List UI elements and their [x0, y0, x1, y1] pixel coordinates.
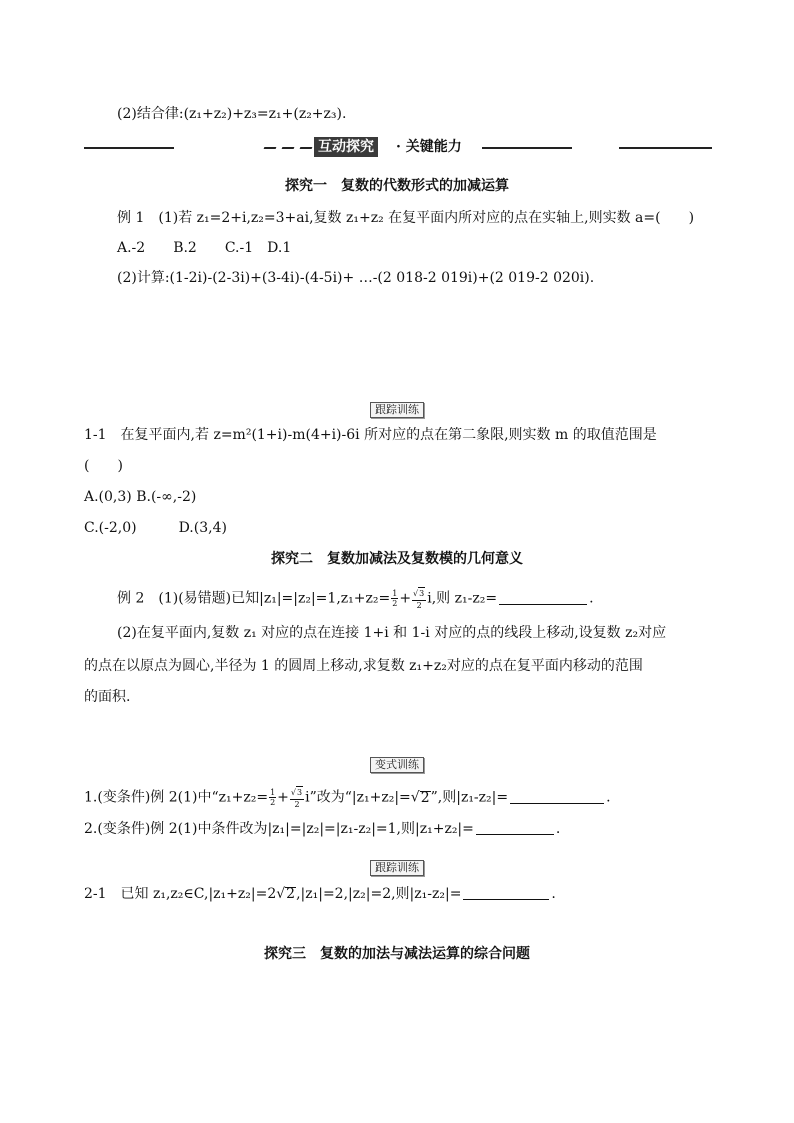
example-1-part-1: 例 1 (1)若 z₁=2+i,z₂=3+ai,复数 z₁+z₂ 在复平面内所对应的点在实轴上,则实数 a=( ): [117, 210, 695, 226]
banner-dash: [300, 147, 313, 149]
example-2-part-1: 例 2 (1)(易错题)已知|z₁|=|z₂|=1,z₁+z₂= $\frac{1}{2}$ + $\frac{√3}{2}$ i,则 z₁-z₂= .: [117, 589, 594, 610]
fraction-root3-half: $\frac{√3}{2}$: [290, 788, 303, 809]
answer-blank[interactable]: [510, 789, 604, 804]
associative-law-expr: (z₁+z₂)+z₃=z₁+(z₂+z₃).: [183, 106, 347, 122]
associative-law-line: (2)结合律:(z₁+z₂)+z₃=z₁+(z₂+z₃).: [117, 106, 347, 122]
example-2-part-2-line-2: 的点在以原点为圆心,半径为 1 的圆周上移动,求复数 z₁+z₂对应的点在复平面内移动的范围: [84, 658, 643, 674]
section-1-heading: 探究一 复数的代数形式的加减运算: [285, 178, 509, 194]
sqrt-2: 2: [420, 789, 430, 806]
exercise-1-1-line-1: 1-1 在复平面内,若 z=m²(1+i)-m(4+i)-6i 所对应的点在第二象限,则实数 m 的取值范围是: [84, 427, 657, 443]
exercise-2-1: 2-1 已知 z₁,z₂∈C,|z₁+z₂|=2√2,|z₁|=2,|z₂|=2,则|z₁-z₂|= .: [84, 886, 556, 902]
section-3-heading: 探究三 复数的加法与减法运算的综合问题: [264, 946, 530, 962]
section-banner: [84, 136, 712, 160]
variant-1: 1.(变条件)例 2(1)中“z₁+z₂= $\frac{1}{2}$ + $\frac{√3}{2}$ i”改为“|z₁+z₂|=√2”,则|z₁-z₂|= .: [84, 788, 611, 809]
banner-dash: [282, 147, 295, 149]
example-1-part-2: (2)计算:(1-2i)-(2-3i)+(3-4i)-(4-5i)+ …-(2 018-2 019i)+(2 019-2 020i).: [117, 270, 595, 286]
tracking-training-tag-2: 跟踪训练: [0, 856, 794, 876]
example-1-options: A.-2 B.2 C.-1 D.1: [117, 240, 292, 256]
fraction-root3-half: $\frac{√3}{2}$: [413, 589, 425, 610]
example-2-part-2-line-1: (2)在复平面内,复数 z₁ 对应的点在连接 1+i 和 1-i 对应的点的线段上移动,设复数 z₂对应: [117, 625, 667, 641]
fraction-one-half: $\frac{1}{2}$: [392, 589, 398, 608]
variant-2: 2.(变条件)例 2(1)中条件改为|z₁|=|z₂|=|z₁-z₂|=1,则|z₁+z₂|= .: [84, 821, 561, 837]
fraction-one-half: $\frac{1}{2}$: [270, 788, 276, 807]
banner-rule-far-right: [619, 147, 712, 149]
banner-tag: 互动探究: [314, 137, 378, 157]
section-2-heading: 探究二 复数加减法及复数模的几何意义: [271, 551, 523, 567]
answer-blank[interactable]: [463, 885, 549, 900]
banner-rule-right: [482, 147, 572, 149]
exercise-1-1-options-cd: C.(-2,0) D.(3,4): [84, 520, 227, 536]
example-2-part-2-line-3: 的面积.: [84, 689, 131, 705]
answer-blank[interactable]: [476, 820, 554, 835]
answer-blank[interactable]: [499, 590, 587, 605]
banner-title: · 关键能力: [396, 139, 462, 155]
exercise-1-1-line-2: ( ): [84, 458, 123, 474]
tracking-training-tag: 跟踪训练: [0, 398, 794, 418]
variant-training-tag: 变式训练: [0, 753, 794, 773]
banner-rule-left: [84, 147, 174, 149]
sqrt-2: 2: [286, 886, 296, 902]
banner-dash: [264, 147, 277, 149]
exercise-1-1-options-ab: A.(0,3) B.(-∞,-2): [84, 489, 197, 505]
